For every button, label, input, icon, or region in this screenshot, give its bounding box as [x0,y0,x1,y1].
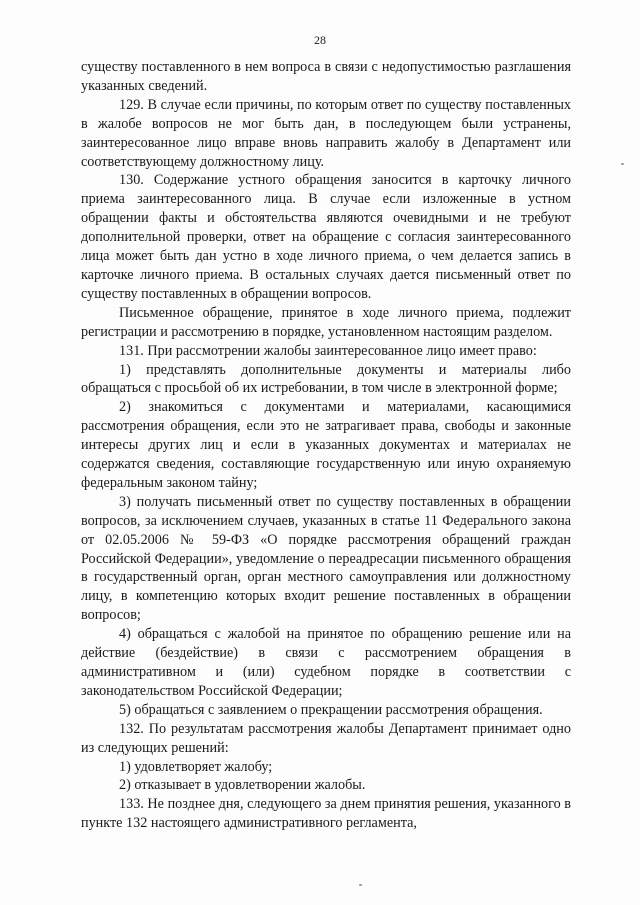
paragraph-132-item-1: 1) удовлетворяет жалобу; [119,758,273,775]
paragraph-131-item-5: 5) обращаться с заявлением о прекращении рассмотрения обращения. [119,701,543,718]
paragraph-131-item-1: 1) представлять дополнительные документы и материалы либо обращаться с просьбой об их истребовании, в том числе в электронной форме; [81,361,571,397]
paragraph-continuation: существу поставленного в нем вопроса в связи с недопустимостью разглашения указанных сведений. [81,59,571,94]
paragraph-132: 132. По результатам рассмотрения жалобы Департамент принимает одно из следующих решений: [81,720,571,756]
paragraph-129: 129. В случае если причины, по которым ответ по существу поставленных в жалобе вопросов не мог быть дан, в последующем были устранены, заинтересованное лицо вправе вновь направить жалобу в Департамент или соответствующему должностному лицу. [81,96,571,170]
paragraph-133: 133. Не позднее дня, следующего за днем принятия решения, указанного в пункте 132 настоящего административного регламента, [81,796,571,832]
paragraph-131-item-2: 2) знакомиться с документами и материалами, касающимися рассмотрения обращения, если это не затрагивает права, свободы и законные интересы других лиц и если в указанных документах и материалах не содержатся сведения, составляющие государственную или иную охраняемую федеральным законом тайну; [81,399,571,491]
paragraph-130: 130. Содержание устного обращения заносится в карточку личного приема заинтересованного лица. В случае если изложенные в устном обращении факты и обстоятельства являются очевидными и не требуют дополнительной проверки, ответ на обращение с согласия заинтересованного лица может быть дан устно в ходе личного приема, о чем делается запись в карточке личного приема. В остальных случаях дается письменный ответ по существу поставленных в обращении вопросов. [81,172,571,302]
paragraph-written-appeal: Письменное обращение, принятое в ходе личного приема, подлежит регистрации и рассмотрению в порядке, установленном настоящим разделом. [81,304,571,340]
paragraph-131: 131. При рассмотрении жалобы заинтересованное лицо имеет право: [119,342,537,359]
scan-speck [621,163,624,165]
paragraph-131-item-4: 4) обращаться с жалобой на принятое по обращению решение или на действие (бездействие) в связи с рассмотрением обращения в административном и (или) судебном порядке в соответствии с законодательством Российской Федерации; [81,626,571,699]
page-number: 28 [314,33,326,47]
paragraph-132-item-2: 2) отказывает в удовлетворении жалобы. [119,777,366,794]
paragraph-131-item-3: 3) получать письменный ответ по существу поставленных в обращении вопросов, за исключением случаев, указанных в статье 11 Федерального закона от 02.05.2006 № 59-ФЗ «О порядке рассмотрения обращений граждан Российской Федерации», уведомление о переадресации письменного обращения в государственный орган, орган местного самоуправления или должностному лицу, в компетенцию которых входит решение поставленных в обращении вопросов; [81,493,571,624]
scan-speck [359,884,362,886]
document-body [81,58,571,833]
